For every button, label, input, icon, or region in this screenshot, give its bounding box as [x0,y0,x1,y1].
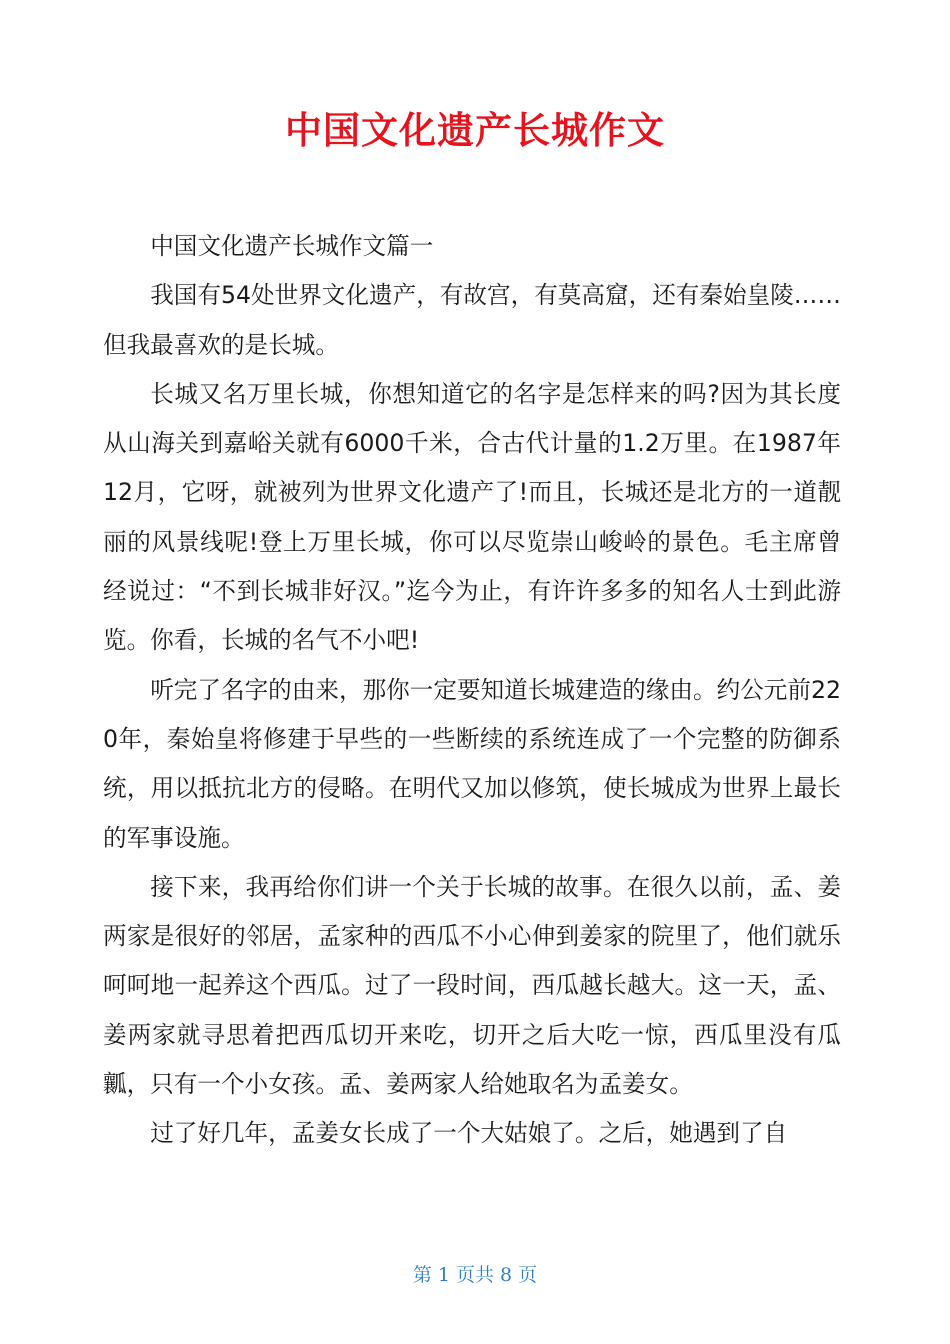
paragraph: 过了好几年，孟姜女长成了一个大姑娘了。之后，她遇到了自 [150,1119,788,1148]
paragraph-heading: 中国文化遗产长城作文篇一 [150,232,434,260]
paragraph: 听完了名字的由来，那你一定要知道长城建造的缘由。约公元前220年，秦始皇将修建于早些的一些断续的系统连成了一个完整的防御系统，用以抵抗北方的侵略。在明代又加以修筑，使长城成为世界上最长的军事设施。 [103,675,841,852]
paragraph: 我国有54处世界文化遗产，有故宫，有莫高窟，还有秦始皇陵……但我最喜欢的是长城。 [103,281,841,359]
page-footer: 第 1 页共 8 页 [412,1264,538,1286]
paragraph: 长城又名万里长城，你想知道它的名字是怎样来的吗?因为其长度从山海关到嘉峪关就有6000千米，合古代计量的1.2万里。在1987年12月，它呀，就被列为世界文化遗产了!而且，长城还是北方的一道靓丽的风景线呢!登上万里长城，你可以尽览崇山峻岭的景色。毛主席曾经说过：“不到长城非好汉。”迄今为止，有许许多多的知名人士到此游览。你看，长城的名气不小吧! [103,379,841,655]
document-title: 中国文化遗产长城作文 [285,109,665,152]
paragraph: 接下来，我再给你们讲一个关于长城的故事。在很久以前，孟、姜两家是很好的邻居，孟家种的西瓜不小心伸到姜家的院里了，他们就乐呵呵地一起养这个西瓜。过了一段时间，西瓜越长越大。这一天，孟、姜两家就寻思着把西瓜切开来吃，切开之后大吃一惊，西瓜里没有瓜瓤，只有一个小女孩。孟、姜两家人给她取名为孟姜女。 [103,872,841,1099]
document-body [103,222,841,1159]
